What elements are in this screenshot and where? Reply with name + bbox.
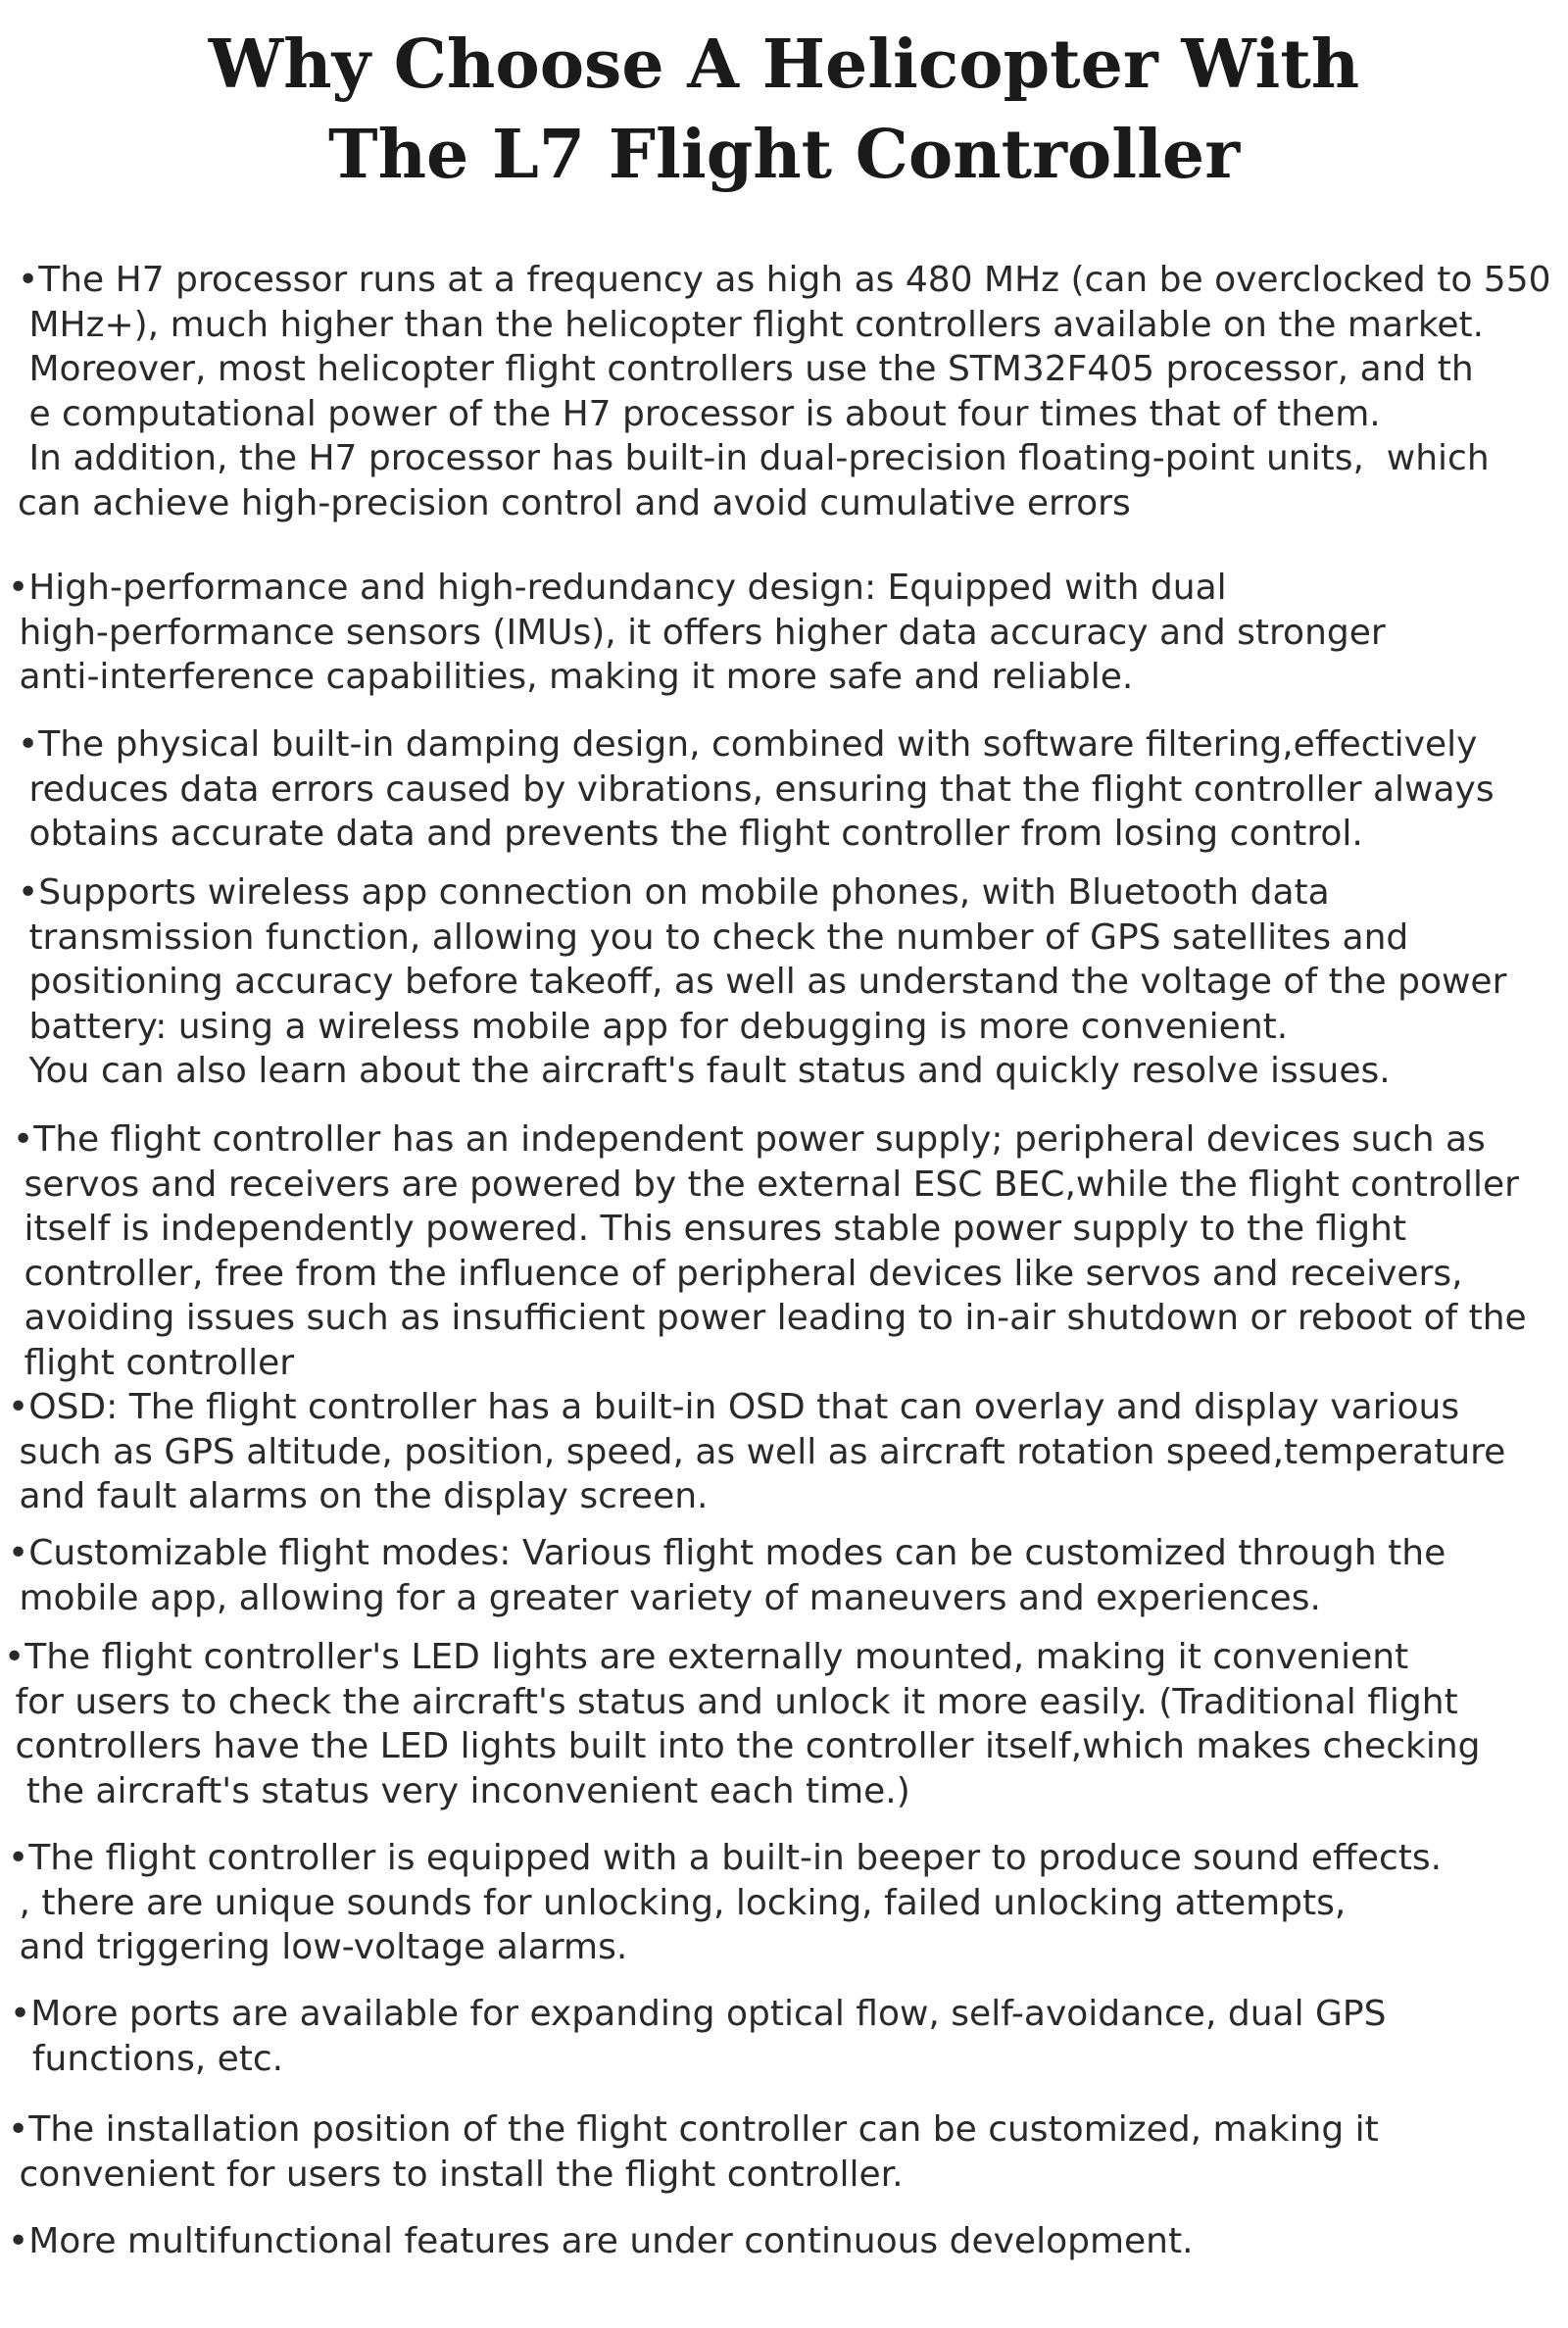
feature-line: MHz+), much higher than the helicopter flight controllers available on the market. <box>18 304 1485 345</box>
feature-line: •The H7 processor runs at a frequency as high as 480 MHz (can be overclocked to 550 <box>18 260 1551 300</box>
feature-line: •OSD: The flight controller has a built-in OSD that can overlay and display various <box>8 1387 1460 1427</box>
feature-led-lights <box>4 1635 1481 1813</box>
feature-osd <box>8 1385 1505 1519</box>
feature-beeper <box>8 1836 1442 1970</box>
feature-line: itself is independently powered. This ensures stable power supply to the flight <box>13 1209 1407 1250</box>
feature-installation <box>8 2107 1379 2198</box>
feature-redundancy <box>8 566 1386 700</box>
feature-line: •The flight controller has an independent power supply; peripheral devices such as <box>13 1119 1486 1160</box>
feature-power-supply <box>13 1117 1527 1386</box>
feature-line: Moreover, most helicopter flight controllers use the STM32F405 processor, and th <box>18 349 1474 390</box>
feature-line: •The flight controller is equipped with a built-in beeper to produce sound effects. <box>8 1838 1443 1878</box>
feature-line: obtains accurate data and prevents the flight controller from losing control. <box>18 814 1363 855</box>
feature-line: flight controller <box>13 1342 295 1383</box>
feature-flight-modes <box>8 1531 1446 1620</box>
feature-line: •The physical built-in damping design, combined with software filtering,effectively <box>18 724 1478 765</box>
feature-line: such as GPS altitude, position, speed, as well as aircraft rotation speed,temperature <box>8 1431 1506 1472</box>
feature-line: •The installation position of the flight controller can be customized, making it <box>8 2109 1379 2150</box>
feature-line: controllers have the LED lights built into the controller itself,which makes checking <box>4 1726 1481 1767</box>
feature-line: , there are unique sounds for unlocking, locking, failed unlocking attempts, <box>8 1882 1347 1923</box>
feature-development <box>8 2219 1194 2264</box>
feature-processor <box>18 258 1551 526</box>
feature-line: anti-interference capabilities, making it more safe and reliable. <box>8 657 1134 698</box>
feature-line: •High-performance and high-redundancy design: Equipped with dual <box>8 568 1227 608</box>
feature-line: •The flight controller's LED lights are externally mounted, making it convenient <box>4 1637 1409 1677</box>
feature-line: servos and receivers are powered by the external ESC BEC,while the flight controller <box>13 1164 1519 1205</box>
feature-line: •More multifunctional features are under continuous development. <box>8 2221 1194 2261</box>
feature-line: and fault alarms on the display screen. <box>8 1476 709 1517</box>
feature-line: transmission function, allowing you to check the number of GPS satellites and <box>18 916 1409 958</box>
feature-line: can achieve high-precision control and avoid cumulative errors <box>18 482 1131 523</box>
feature-line: controller, free from the influence of peripheral devices like servos and receivers, <box>13 1253 1463 1294</box>
feature-line: the aircraft's status very inconvenient each time.) <box>4 1770 910 1811</box>
feature-line: battery: using a wireless mobile app for debugging is more convenient. <box>18 1006 1289 1047</box>
feature-line: functions, etc. <box>10 2039 284 2079</box>
page-title <box>0 20 1568 200</box>
feature-line: and triggering low-voltage alarms. <box>8 1927 628 1968</box>
feature-line: positioning accuracy before takeoff, as well as understand the voltage of the power <box>18 962 1507 1003</box>
feature-line: e computational power of the H7 processor is about four times that of them. <box>18 393 1381 434</box>
feature-line: reduces data errors caused by vibrations, ensuring that the flight controller always <box>18 768 1494 810</box>
feature-line: •More ports are available for expanding optical flow, self-avoidance, dual GPS <box>10 1994 1387 2034</box>
page-title-line-2: The L7 Flight Controller <box>327 116 1241 194</box>
feature-line: In addition, the H7 processor has built-in dual-precision floating-point units, which <box>18 438 1490 479</box>
feature-line: convenient for users to install the flight controller. <box>8 2155 904 2195</box>
feature-line: You can also learn about the aircraft's fault status and quickly resolve issues. <box>18 1051 1391 1092</box>
feature-line: avoiding issues such as insufficient power leading to in-air shutdown or reboot of the <box>13 1298 1527 1339</box>
feature-line: high-performance sensors (IMUs), it offers higher data accuracy and stronger <box>8 612 1386 653</box>
feature-line: mobile app, allowing for a greater variety of maneuvers and experiences. <box>8 1577 1321 1618</box>
page-title-line-1: Why Choose A Helicopter With <box>208 25 1360 104</box>
feature-line: •Supports wireless app connection on mobile phones, with Bluetooth data <box>18 872 1330 913</box>
feature-wireless-app <box>18 870 1506 1094</box>
feature-damping <box>18 722 1494 857</box>
feature-ports <box>10 1992 1386 2082</box>
feature-line: for users to check the aircraft's status and unlock it more easily. (Traditional flight <box>4 1681 1458 1722</box>
feature-line: •Customizable flight modes: Various flight modes can be customized through the <box>8 1533 1446 1573</box>
